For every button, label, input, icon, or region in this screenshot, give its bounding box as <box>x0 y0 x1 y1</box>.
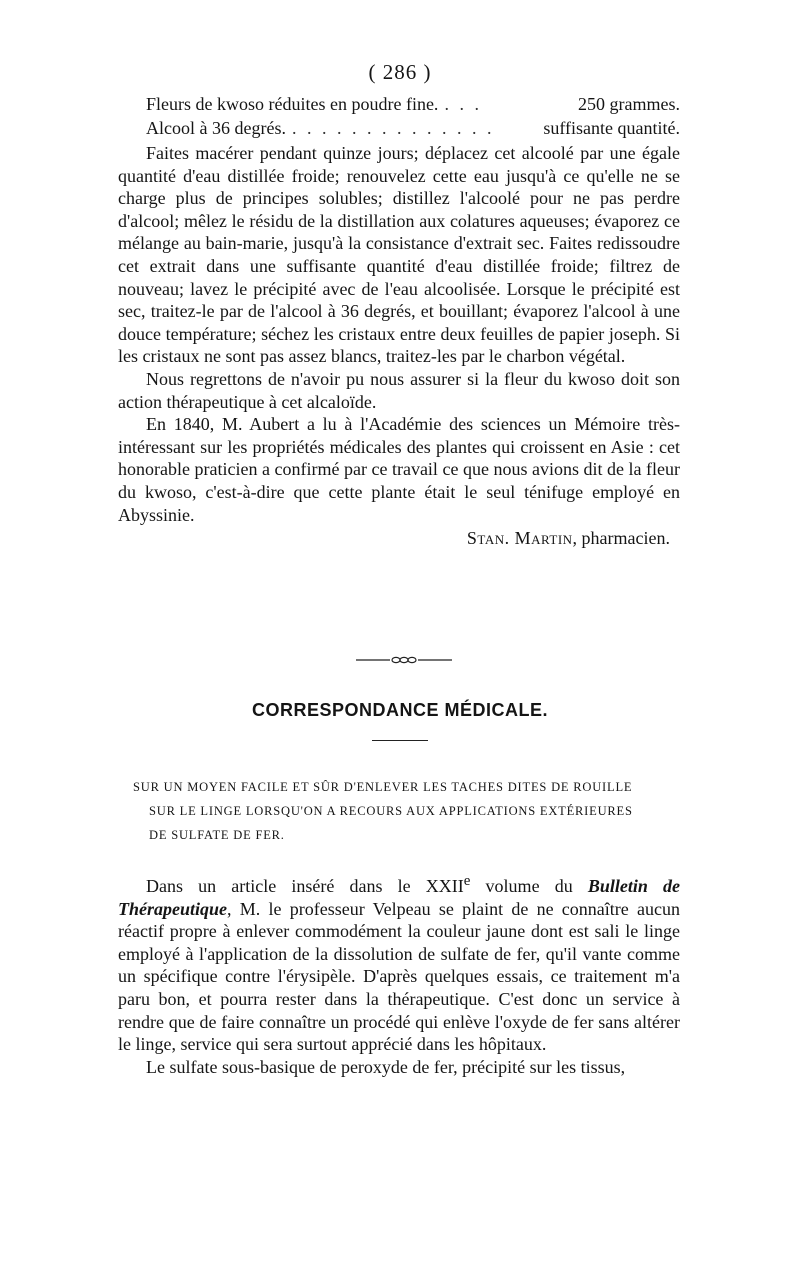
subheading-line: SUR LE LINGE LORSQU'ON A RECOURS AUX APPLICATIONS EXTÉRIEURES <box>149 804 633 818</box>
signature <box>118 526 680 550</box>
journal-title: Bulletin de Thérapeutique <box>118 876 680 919</box>
article-subheading <box>133 775 678 847</box>
text-run: Dans un article inséré dans le XXII <box>146 876 464 896</box>
paragraph: Le sulfate sous-basique de peroxyde de fer, précipité sur les tissus, <box>146 1056 626 1077</box>
article-kwoso <box>118 142 680 550</box>
subheading-line: DE SULFATE DE FER. <box>149 828 285 842</box>
recipe-row-flowers <box>118 92 680 116</box>
page-number: ( 286 ) <box>368 60 432 84</box>
article-rouille <box>118 870 680 1078</box>
superscript: e <box>463 873 471 889</box>
paragraph: Faites macérer pendant quinze jours; déplacez cet alcoolé par une égale quantité d'eau distillée froide; renouvelez cette eau jusqu'à ce qu'elle ne se charge plus de principes solubles; distillez l'alcoolé pour ne pas perdre d'alcool; mêlez le résidu de la distillation aux colatures aqueuses; évaporez ce mélange au bain-marie, jusqu'à la consistance d'extrait sec. Faites redissoudre cet extrait dans une suffisante quantité d'eau distillée froide; filtrez de nouveau; lavez le précipité avec de l'eau alcoolisée. Lorsque le précipité est sec, traitez-le par de l'alcool à 36 degrés, et bouillant; évaporez l'alcool à une douce température; séchez les cristaux entre deux feuilles de papier joseph. Si les cristaux ne sont pas assez blancs, traitez-les par le charbon végétal. <box>118 143 680 367</box>
recipe-item: Fleurs de kwoso réduites en poudre fine. <box>146 94 439 114</box>
paragraph: Nous regrettons de n'avoir pu nous assurer si la fleur du kwoso doit son action thérapeutique à cet alcaloïde. <box>118 368 680 412</box>
leader-dots: . . . . . . . . . . . . . . <box>291 118 495 138</box>
recipe-item: Alcool à 36 degrés. <box>146 118 286 138</box>
recipe-amount: suffisante quantité. <box>543 118 680 138</box>
paragraph: En 1840, M. Aubert a lu à l'Académie des sciences un Mémoire très-intéressant sur les propriétés médicales des plantes qui croissent en Asie : cet honorable praticien a confirmé par ce travail ce que nous avions dit de la fleur du kwoso, c'est-à-dire que cette plante était le seul ténifuge employé en Abyssinie. <box>118 414 680 525</box>
signature-name: Stan. Martin <box>466 528 573 549</box>
section-heading: CORRESPONDANCE MÉDICALE. <box>251 700 549 720</box>
recipe-block <box>118 92 680 140</box>
signature-role: , pharmacien. <box>572 528 670 549</box>
text-run: volume du <box>470 876 588 896</box>
recipe-row-alcohol <box>118 116 680 140</box>
subheading-line: SUR UN MOYEN FACILE ET SÛR D'ENLEVER LES TACHES DITES DE ROUILLE <box>133 780 633 794</box>
text-run: , M. le professeur Velpeau se plaint de ne connaître aucun réactif propre à enlever commodément la couleur jaune dont est sali le linge employé à l'application de la dissolution de sulfate de fer, qu'il vante comme un spécifique contre l'érysipèle. D'après quelques essais, ce traitement m'a paru bon, et pourra rester dans la thérapeutique. C'est donc un service à rendre que de faire connaître un procédé qui enlève l'oxyde de fer sans altérer le linge, service qui sera surtout apprécié dans les hôpitaux. <box>118 898 680 1055</box>
recipe-amount: 250 grammes. <box>578 94 680 114</box>
paragraph <box>118 870 680 1056</box>
leader-dots: . . . <box>444 94 482 114</box>
heading-rule <box>372 740 428 741</box>
ornament-divider <box>356 656 452 664</box>
